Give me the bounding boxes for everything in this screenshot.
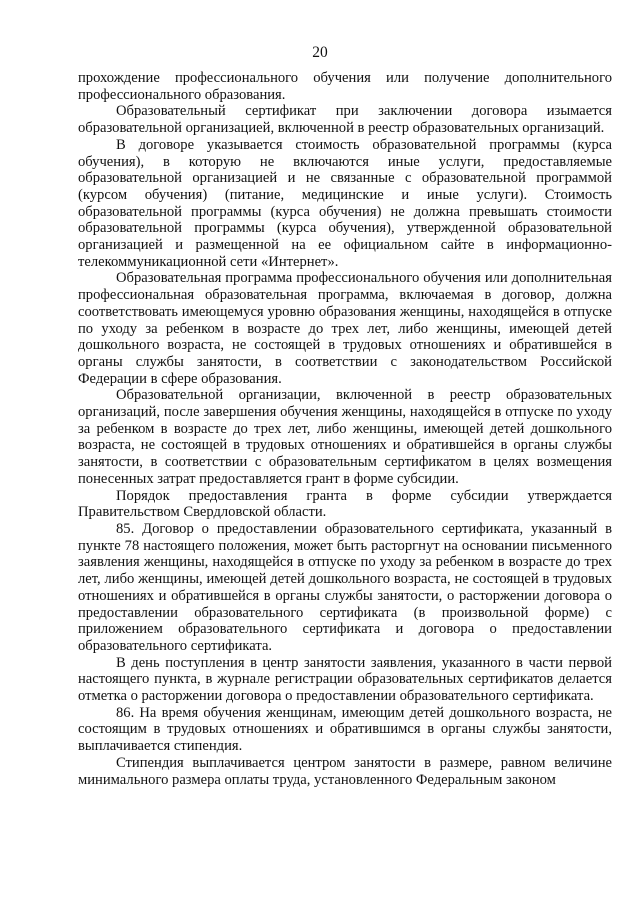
paragraph-grant: Образовательной организации, включенной в реестр образовательных организаций, после завершения обучения женщины, находящейся в отпуске по уходу за ребенком в возрасте до трех лет, либо женщины, имеющей детей дошкольного возраста, не состоящей в трудовых отношениях и обратившейся в органы службы занятости, в соответствии с образовательным сертификатом в целях возмещения понесенных затрат предоставляется грант в форме субсидии. <box>78 387 612 487</box>
paragraph-continuation: прохождение профессионального обучения или получение дополнительного профессионального образования. <box>78 70 612 103</box>
page-number: 20 <box>312 44 328 61</box>
paragraph-program-cost: В договоре указывается стоимость образовательной программы (курса обучения), в которую не включаются иные услуги, предоставляемые образовательной организацией и не связанные с образовательной программой (курсом обучения) (питание, медицинские и иные услуги). Стоимость образовательной программы (курса обучения) не должна превышать стоимости образовательной программы (курса обучения), утвержденной образовательной организацией и размещенной на ее официальном сайте в информационно-телекоммуникационной сети «Интернет». <box>78 136 612 270</box>
paragraph-stipend-amount: Стипендия выплачивается центром занятости в размере, равном величине минимального размера оплаты труда, установленного Федеральным законом <box>78 754 612 788</box>
document-body <box>78 70 612 788</box>
paragraph-program-requirements: Образовательная программа профессионального обучения или дополнительная профессиональная образовательная программа, включаемая в договор, должна соответствовать имеющемуся уровню образования женщины, находящейся в отпуске по уходу за ребенком в возрасте до трех лет, либо женщины, имеющей детей дошкольного возраста, не состоящей в трудовых отношениях и обратившейся в органы службы занятости, в соответствии с законодательством Российской Федерации в сфере образования. <box>78 270 612 387</box>
paragraph-85-termination: 85. Договор о предоставлении образовательного сертификата, указанный в пункте 78 настоящего положения, может быть расторгнут на основании письменного заявления женщины, находящейся в отпуске по уходу за ребенком в возрасте до трех лет, либо женщины, имеющей детей дошкольного возраста, не состоящей в трудовых отношениях и обратившейся в органы службы занятости, о расторжении договора о предоставлении образовательного сертификата (в произвольной форме) с приложением образовательного сертификата и договора о предоставлении образовательного сертификата. <box>78 520 612 654</box>
paragraph-85-registration: В день поступления в центр занятости заявления, указанного в части первой настоящего пункта, в журнале регистрации образовательных сертификатов делается отметка о расторжении договора о предоставлении образовательного сертификата. <box>78 654 612 705</box>
paragraph-grant-procedure: Порядок предоставления гранта в форме субсидии утверждается Правительством Свердловской области. <box>78 487 612 521</box>
paragraph-86-stipend: 86. На время обучения женщинам, имеющим детей дошкольного возраста, не состоящим в трудовых отношениях и обратившимся в органы службы занятости, выплачивается стипендия. <box>78 704 612 755</box>
paragraph-certificate-withdrawal: Образовательный сертификат при заключении договора изымается образовательной организацией, включенной в реестр образовательных организаций. <box>78 103 612 137</box>
